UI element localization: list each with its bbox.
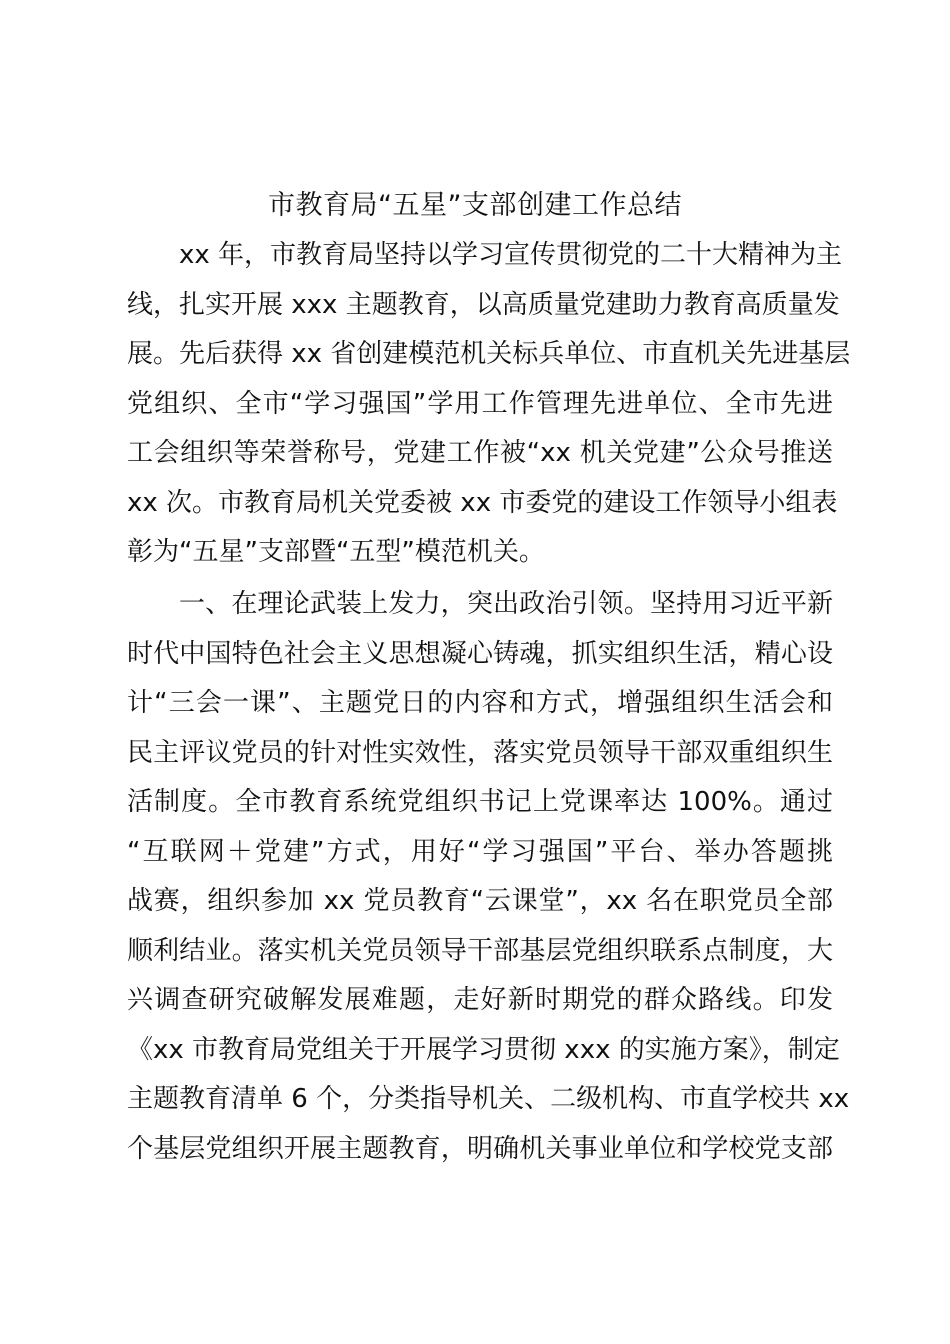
paragraph-line: 彰为“五星”支部暨“五型”模范机关。: [127, 537, 545, 567]
paragraph-intro: [127, 231, 851, 578]
paragraph-line: 一、在理论武装上发力，突出政治引领。坚持用习近平新: [179, 589, 833, 619]
paragraph-section-one: [127, 580, 850, 1174]
paragraph-line: 《xx 市教育局党组关于开展学习贯彻 xxx 的实施方案》，制定: [127, 1034, 840, 1065]
paragraph-line: xx 次。市教育局机关党委被 xx 市委党的建设工作领导小组表: [127, 487, 838, 518]
paragraph-line: 展。先后获得 xx 省创建模范机关标兵单位、市直机关先进基层: [127, 339, 851, 369]
paragraph-line: 线，扎实开展 xxx 主题教育，以高质量党建助力教育高质量发: [127, 289, 840, 320]
paragraph-line: 时代中国特色社会主义思想凝心铸魂，抓实组织生活，精心设: [127, 638, 833, 669]
paragraph-line: 战赛，组织参加 xx 党员教育“云课堂”，xx 名在职党员全部: [127, 886, 833, 916]
document-title: 市教育局“五星”支部创建工作总结: [268, 190, 682, 221]
paragraph-line: 民主评议党员的针对性实效性，落实党员领导干部双重组织生: [127, 737, 833, 768]
paragraph-line: 顺利结业。落实机关党员领导干部基层党组织联系点制度，大: [127, 935, 833, 966]
paragraph-line: 工会组织等荣誉称号，党建工作被“xx 机关党建”公众号推送: [127, 438, 833, 468]
paragraph-line: 兴调查研究破解发展难题，走好新时期党的群众路线。印发: [127, 985, 833, 1015]
paragraph-line: 个基层党组织开展主题教育，明确机关事业单位和学校党支部: [127, 1133, 833, 1164]
paragraph-line: 计“三会一课”、主题党日的内容和方式，增强组织生活会和: [127, 688, 833, 718]
paragraph-line: 主题教育清单 6 个，分类指导机关、二级机构、市直学校共 xx: [127, 1084, 850, 1114]
paragraph-line: 党组织、全市“学习强国”学用工作管理先进单位、全市先进: [127, 388, 833, 419]
paragraph-line: xx 年，市教育局坚持以学习宣传贯彻党的二十大精神为主: [179, 240, 843, 270]
paragraph-line: “互联网＋党建”方式，用好“学习强国”平台、举办答题挑: [127, 836, 833, 867]
paragraph-line: 活制度。全市教育系统党组织书记上党课率达 100%。通过: [127, 787, 833, 817]
